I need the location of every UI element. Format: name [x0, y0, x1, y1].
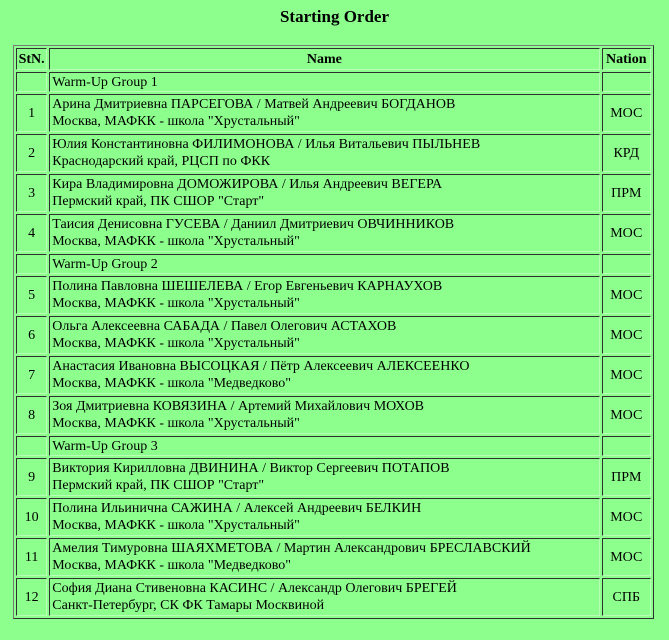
club-name: Санкт-Петербург, СК ФК Тамары Москвиной — [52, 598, 325, 613]
group-nation-empty-cell — [602, 72, 651, 92]
name-cell — [49, 458, 599, 496]
name-cell — [49, 578, 599, 616]
skater-names: Анастасия Ивановна ВЫСОЦКАЯ / Пётр Алексеевич АЛЕКСЕЕНКО — [52, 359, 470, 374]
name-cell — [49, 174, 599, 212]
skater-names: Зоя Дмитриевна КОВЯЗИНА / Артемий Михайлович МОХОВ — [52, 399, 425, 414]
skater-names: Виктория Кирилловна ДВИНИНА / Виктор Сергеевич ПОТАПОВ — [52, 461, 450, 476]
name-cell — [49, 276, 599, 314]
group-stn-empty-cell — [16, 436, 47, 456]
start-number-cell: 8 — [16, 396, 47, 434]
table-row — [16, 578, 651, 616]
warm-up-group-label: Warm-Up Group 3 — [49, 436, 599, 456]
group-stn-empty-cell — [16, 72, 47, 92]
nation-cell: МОС — [602, 316, 651, 354]
skater-names: София Диана Стивеновна КАСИНС / Александр Олегович БРЕГЕЙ — [52, 581, 457, 596]
starting-order-table — [13, 45, 654, 619]
table-row — [16, 174, 651, 212]
nation-cell: КРД — [602, 134, 651, 172]
warm-up-group-label: Warm-Up Group 1 — [49, 72, 599, 92]
nation-cell: ПРМ — [602, 458, 651, 496]
start-number-cell: 1 — [16, 94, 47, 132]
table-row — [16, 276, 651, 314]
skater-names: Таисия Денисовна ГУСЕВА / Даниил Дмитриевич ОВЧИННИКОВ — [52, 217, 455, 232]
nation-cell: МОС — [602, 538, 651, 576]
table-row — [16, 94, 651, 132]
table-row — [16, 396, 651, 434]
skater-names: Кира Владимировна ДОМОЖИРОВА / Илья Андреевич ВЕГЕРА — [52, 177, 443, 192]
club-name: Москва, МАФКК - школа "Хрустальный" — [52, 234, 300, 249]
table-row — [16, 316, 651, 354]
skater-names: Полина Павловна ШЕШЕЛЕВА / Егор Евгеньевич КАРНАУХОВ — [52, 279, 443, 294]
table-row — [16, 538, 651, 576]
nation-cell: МОС — [602, 396, 651, 434]
group-nation-empty-cell — [602, 254, 651, 274]
table-row — [16, 356, 651, 394]
name-cell — [49, 94, 599, 132]
start-number-cell: 9 — [16, 458, 47, 496]
club-name: Москва, МАФКК - школа "Хрустальный" — [52, 114, 300, 129]
nation-cell: МОС — [602, 498, 651, 536]
start-number-cell: 5 — [16, 276, 47, 314]
start-number-cell: 11 — [16, 538, 47, 576]
name-cell — [49, 498, 599, 536]
header-row — [16, 48, 651, 70]
club-name: Москва, МАФКК - школа "Медведково" — [52, 376, 291, 391]
skater-names: Полина Ильинична САЖИНА / Алексей Андреевич БЕЛКИН — [52, 501, 422, 516]
start-number-cell: 12 — [16, 578, 47, 616]
start-number-cell: 4 — [16, 214, 47, 252]
nation-cell: МОС — [602, 94, 651, 132]
table-row — [16, 214, 651, 252]
warm-up-group-row — [16, 254, 651, 274]
column-header-name: Name — [49, 48, 599, 70]
column-header-stn: StN. — [16, 48, 47, 70]
name-cell — [49, 134, 599, 172]
nation-cell: МОС — [602, 356, 651, 394]
club-name: Краснодарский край, РЦСП по ФКК — [52, 154, 271, 169]
warm-up-group-row — [16, 436, 651, 456]
start-number-cell: 2 — [16, 134, 47, 172]
club-name: Москва, МАФКК - школа "Хрустальный" — [52, 416, 300, 431]
warm-up-group-row — [16, 72, 651, 92]
page-title: Starting Order — [279, 7, 390, 26]
start-number-cell: 10 — [16, 498, 47, 536]
skater-names: Юлия Константиновна ФИЛИМОНОВА / Илья Витальевич ПЫЛЬНЕВ — [52, 137, 481, 152]
table-body — [16, 72, 651, 616]
table-row — [16, 498, 651, 536]
name-cell — [49, 538, 599, 576]
club-name: Москва, МАФКК - школа "Хрустальный" — [52, 296, 300, 311]
nation-cell: МОС — [602, 214, 651, 252]
club-name: Пермский край, ПК СШОР "Старт" — [52, 194, 265, 209]
start-number-cell: 6 — [16, 316, 47, 354]
column-header-nation: Nation — [602, 48, 651, 70]
skater-names: Арина Дмитриевна ПАРСЕГОВА / Матвей Андреевич БОГДАНОВ — [52, 97, 456, 112]
name-cell — [49, 316, 599, 354]
warm-up-group-label: Warm-Up Group 2 — [49, 254, 599, 274]
club-name: Москва, МАФКК - школа "Хрустальный" — [52, 336, 300, 351]
name-cell — [49, 356, 599, 394]
skater-names: Ольга Алексеевна САБАДА / Павел Олегович АСТАХОВ — [52, 319, 397, 334]
group-stn-empty-cell — [16, 254, 47, 274]
club-name: Пермский край, ПК СШОР "Старт" — [52, 478, 265, 493]
nation-cell: ПРМ — [602, 174, 651, 212]
group-nation-empty-cell — [602, 436, 651, 456]
table-row — [16, 134, 651, 172]
name-cell — [49, 396, 599, 434]
nation-cell: СПБ — [602, 578, 651, 616]
nation-cell: МОС — [602, 276, 651, 314]
club-name: Москва, МАФКК - школа "Медведково" — [52, 558, 291, 573]
table-row — [16, 458, 651, 496]
skater-names: Амелия Тимуровна ШАЯХМЕТОВА / Мартин Александрович БРЕСЛАВСКИЙ — [52, 541, 531, 556]
start-number-cell: 3 — [16, 174, 47, 212]
start-number-cell: 7 — [16, 356, 47, 394]
name-cell — [49, 214, 599, 252]
club-name: Москва, МАФКК - школа "Хрустальный" — [52, 518, 300, 533]
